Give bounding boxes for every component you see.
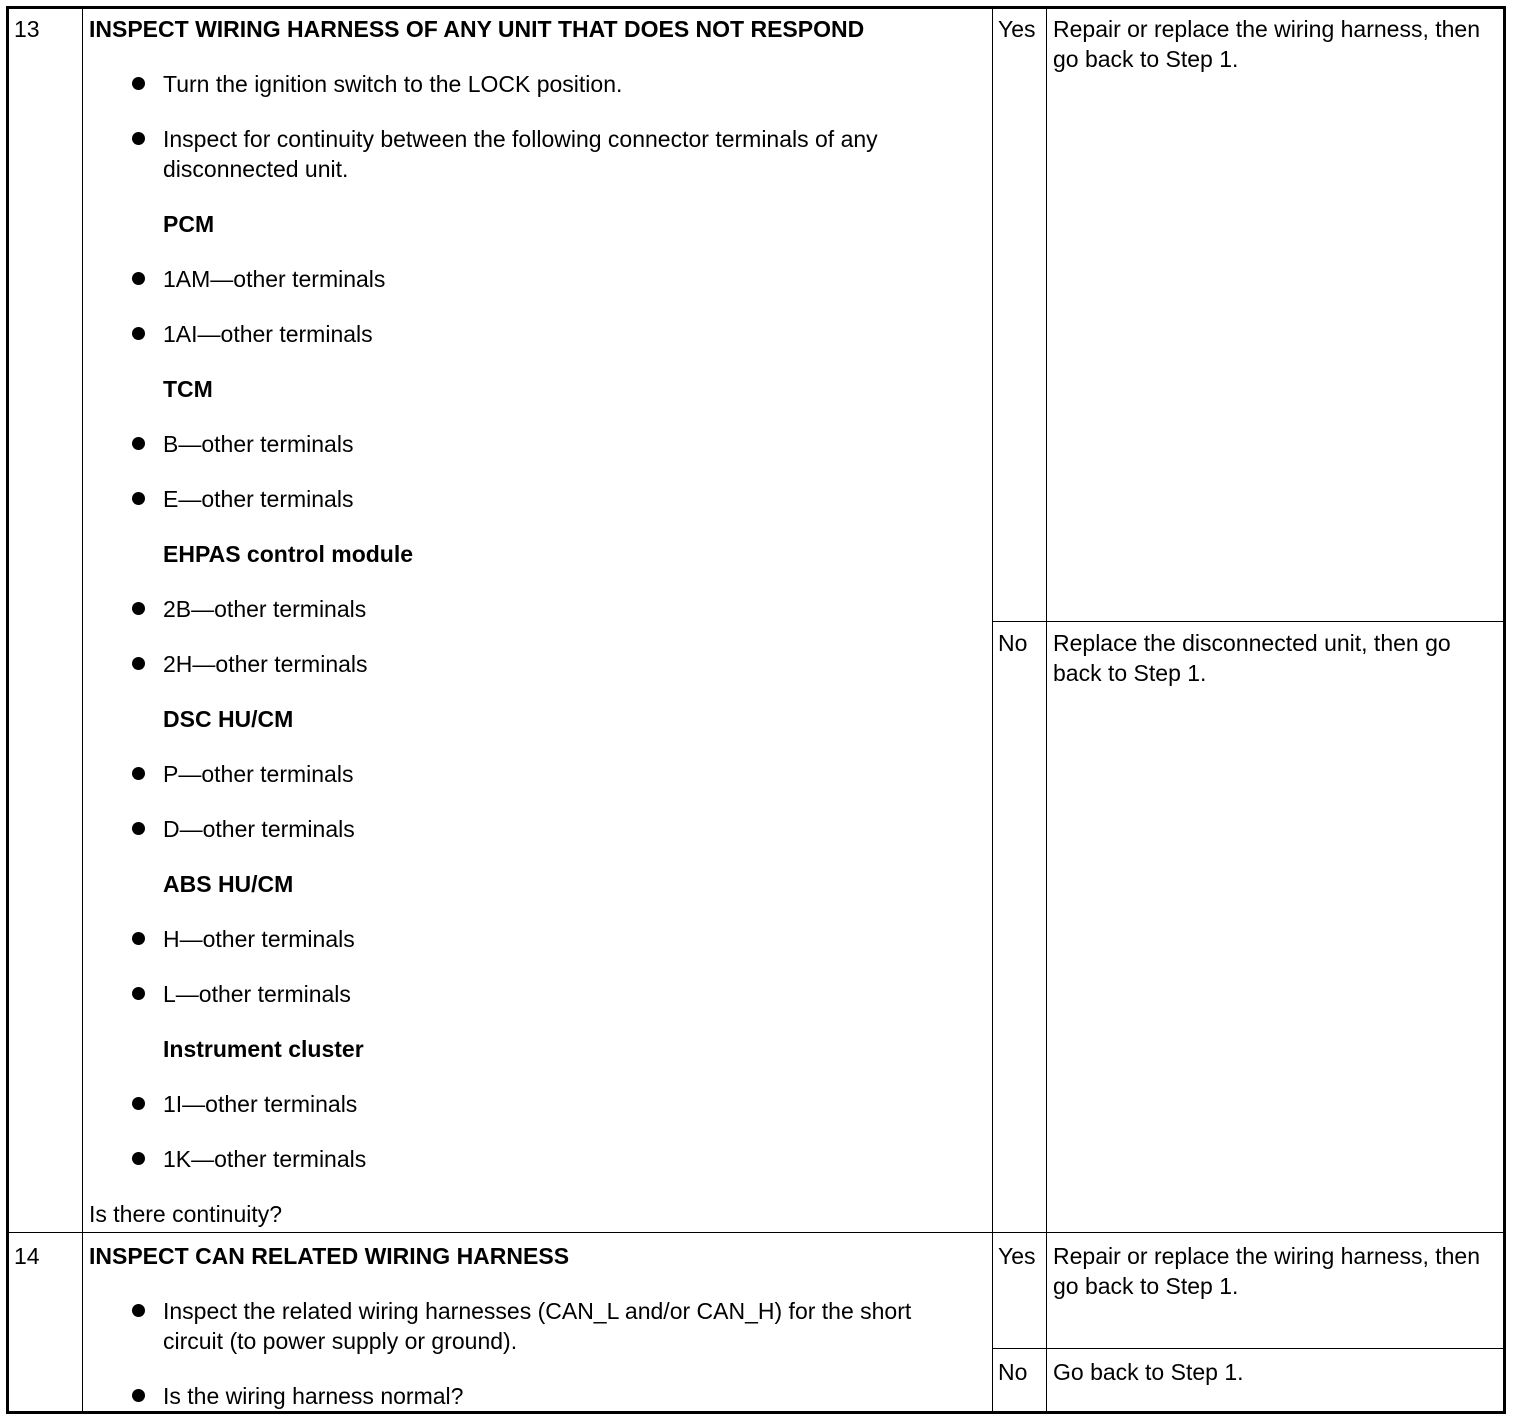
list-item: 1AI—other terminals [163,321,373,347]
bullet-icon [132,602,145,615]
bullet-icon [132,327,145,340]
result-answer-no: No [998,630,1028,656]
step-title: INSPECT CAN RELATED WIRING HARNESS [89,1243,570,1269]
list-item: 2B—other terminals [163,596,367,622]
result-action: Go back to Step 1. [1053,1359,1244,1385]
bullet-icon [132,822,145,835]
result-action: Replace the disconnected unit, then go back to Step 1. [1053,630,1451,686]
result-answer-yes: Yes [998,16,1036,42]
result-action: Repair or replace the wiring harness, then go back to Step 1. [1053,16,1481,72]
unit-heading: ABS HU/CM [163,871,294,897]
list-item: B—other terminals [163,431,354,457]
bullet-icon [132,1152,145,1165]
column-divider-action [992,9,993,1411]
bullet-icon [132,272,145,285]
list-item: 2H—other terminals [163,651,368,677]
column-divider-result [1046,9,1047,1411]
unit-heading: Instrument cluster [163,1036,364,1062]
bullet-icon [132,1304,145,1317]
list-item: P—other terminals [163,761,354,787]
bullet-icon [132,767,145,780]
bullet-icon [132,932,145,945]
bullet-icon [132,1097,145,1110]
list-item: E—other terminals [163,486,354,512]
bullet-icon [132,492,145,505]
unit-heading: PCM [163,211,215,237]
row-divider-step-14 [9,1232,1503,1233]
list-item: Inspect the related wiring harnesses (CAN_L and/or CAN_H) for the short circuit (to power supply or ground). [163,1298,912,1354]
unit-heading: TCM [163,376,213,402]
list-item: Inspect for continuity between the following connector terminals of any disconnected unit. [163,126,878,182]
bullet-icon [132,132,145,145]
list-item: Is the wiring harness normal? [163,1383,464,1409]
divider-step13-yes-no [992,621,1503,622]
list-item: H—other terminals [163,926,355,952]
step-title: INSPECT WIRING HARNESS OF ANY UNIT THAT DOES NOT RESPOND [89,16,865,42]
list-item: L—other terminals [163,981,351,1007]
unit-heading: EHPAS control module [163,541,414,567]
bullet-icon [132,657,145,670]
list-item: D—other terminals [163,816,355,842]
list-item: 1K—other terminals [163,1146,367,1172]
list-item: Turn the ignition switch to the LOCK position. [163,71,623,97]
divider-step14-yes-no [992,1348,1503,1349]
step-question: Is there continuity? [89,1201,283,1227]
bullet-icon [132,437,145,450]
column-divider-step [82,9,83,1411]
unit-heading: DSC HU/CM [163,706,294,732]
result-answer-yes: Yes [998,1243,1036,1269]
list-item: 1AM—other terminals [163,266,386,292]
step-number: 13 [14,16,40,42]
result-action: Repair or replace the wiring harness, then go back to Step 1. [1053,1243,1481,1299]
bullet-icon [132,987,145,1000]
result-answer-no: No [998,1359,1028,1385]
bullet-icon [132,1389,145,1402]
list-item: 1I—other terminals [163,1091,358,1117]
bullet-icon [132,77,145,90]
step-number: 14 [14,1243,40,1269]
